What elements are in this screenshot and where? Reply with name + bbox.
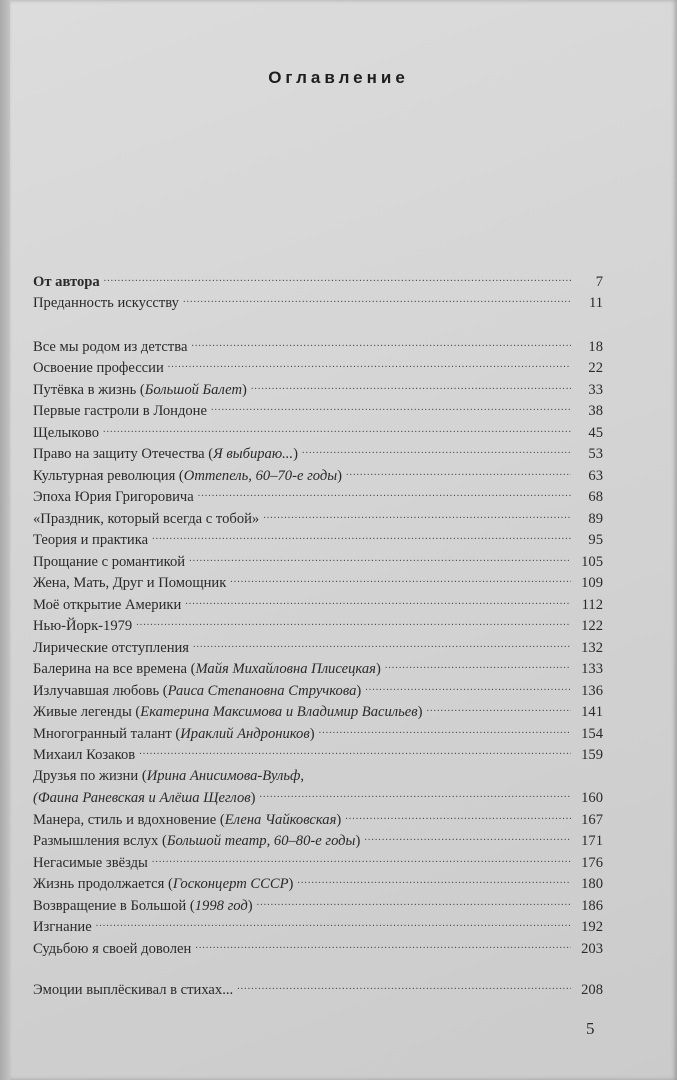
- toc-entry-label: Размышления вслух (: [33, 833, 167, 849]
- toc-entry-wrapped-line1: [33, 763, 603, 785]
- leader-dots: [211, 400, 571, 416]
- toc-entry: [33, 656, 603, 678]
- toc-entry-tail: ): [356, 682, 362, 699]
- leader-dots: [297, 873, 571, 889]
- toc-entry: [33, 355, 603, 377]
- toc-entry-page: 105: [581, 553, 603, 570]
- toc-entry-label: Негасимые звёзды: [33, 854, 148, 871]
- toc-group-poems: [33, 977, 603, 999]
- toc-entry-label: Прощание с романтикой: [33, 553, 186, 570]
- toc-entry-page: 132: [581, 639, 603, 656]
- toc-entry-emphasis: Госконцерт СССР: [172, 876, 289, 892]
- leader-dots: [230, 572, 571, 588]
- toc-entry-emphasis: Майя Михайловна Плисецкая: [195, 661, 376, 677]
- toc-entry: [33, 441, 603, 463]
- toc-entry: [33, 419, 603, 441]
- binding-edge: [0, 0, 10, 1080]
- toc-entry-label: Освоение профессии: [33, 360, 164, 376]
- toc-entry-label: «Праздник, который всегда с тобой»: [33, 510, 260, 527]
- leader-dots: [189, 551, 571, 567]
- leader-dots: [103, 422, 571, 438]
- toc-entry-page: 33: [588, 381, 603, 398]
- toc-entry-label: Изгнание: [33, 919, 92, 935]
- toc-entry-page: 38: [588, 403, 603, 419]
- toc-entry-page: 68: [588, 489, 603, 505]
- toc-entry-emphasis: Ирина Анисимова-Вульф,: [146, 767, 305, 784]
- toc-entry: [33, 935, 603, 957]
- toc-entry: [33, 290, 603, 312]
- leader-dots: [259, 787, 571, 803]
- leader-dots: [193, 637, 571, 653]
- toc-entry: [33, 398, 603, 420]
- toc-entry-wrapped-line2: [33, 785, 603, 807]
- leader-dots: [237, 979, 571, 995]
- toc-entry-label: Культурная революция (: [33, 467, 184, 484]
- toc-entry: [33, 634, 603, 656]
- leader-dots: [195, 938, 571, 954]
- toc-entry-page: 208: [581, 982, 603, 998]
- leader-dots: [168, 357, 571, 373]
- toc-entry-page: 171: [581, 833, 603, 849]
- toc-entry-emphasis: Большой Балет: [144, 381, 243, 398]
- toc-entry: [33, 462, 603, 484]
- toc-entry-label: От автора: [33, 273, 100, 290]
- leader-dots: [302, 443, 571, 459]
- leader-dots: [385, 658, 571, 674]
- toc-entry: [33, 677, 603, 699]
- toc-entry: [33, 914, 603, 936]
- leader-dots: [426, 701, 571, 717]
- toc-entry-label: Нью-Йорк-1979: [33, 618, 133, 634]
- leader-dots: [136, 615, 571, 631]
- toc-entry-tail: ): [250, 790, 256, 806]
- table-of-contents: [33, 268, 603, 998]
- toc-entry-tail: ): [293, 446, 298, 462]
- toc-entry-label: Судьбою я своей доволен: [33, 940, 192, 957]
- leader-dots: [152, 852, 571, 868]
- toc-entry-page: 176: [581, 854, 603, 871]
- toc-entry-label: Путёвка в жизнь (: [33, 381, 145, 398]
- toc-entry-label: Возвращение в Большой (: [33, 897, 195, 914]
- toc-entry-page: 141: [581, 704, 603, 720]
- toc-entry-label: Многогранный талант (: [33, 725, 181, 742]
- leader-dots: [104, 271, 571, 287]
- toc-entry-label: Все мы родом из детства: [33, 338, 188, 355]
- toc-entry-label: Михаил Козаков: [33, 747, 136, 763]
- toc-entry-label: Лирические отступления: [33, 639, 190, 656]
- page-title: Оглавление: [268, 68, 409, 87]
- toc-group-main: [33, 333, 603, 763]
- toc-entry-label: Эпоха Юрия Григоровича: [33, 489, 194, 505]
- leader-dots: [96, 916, 571, 932]
- toc-entry-page: 11: [588, 295, 603, 311]
- page-number: 5: [586, 1019, 595, 1038]
- toc-entry-emphasis: Я выбираю...: [213, 446, 294, 462]
- toc-entry: [33, 613, 603, 635]
- toc-entry-page: 18: [588, 338, 603, 355]
- leader-dots: [345, 809, 571, 825]
- toc-entry-tail: ): [355, 833, 361, 849]
- toc-entry-label: Друзья по жизни (: [33, 767, 147, 784]
- leader-dots: [139, 744, 571, 760]
- toc-entry-page: 159: [581, 747, 603, 763]
- toc-entry: [33, 548, 603, 570]
- toc-entry-page: 160: [581, 790, 603, 806]
- toc-entry: [33, 333, 603, 355]
- leader-dots: [198, 486, 571, 502]
- toc-entry-page: 109: [581, 575, 603, 591]
- toc-entry-label: Эмоции выплёскивал в стихах...: [33, 982, 234, 998]
- toc-entry-page: 192: [581, 919, 603, 935]
- toc-entry-page: 95: [588, 532, 603, 548]
- toc-entry: [33, 527, 603, 549]
- toc-entry-label: Преданность искусству: [33, 295, 179, 311]
- toc-entry: [33, 570, 603, 592]
- leader-dots: [364, 830, 571, 846]
- leader-dots: [191, 336, 571, 352]
- toc-entry-tail: ): [309, 725, 315, 742]
- toc-entry-page: 122: [581, 618, 603, 634]
- toc-entry-tail: ): [336, 811, 342, 828]
- leader-dots: [319, 723, 571, 739]
- toc-entry-page: 133: [581, 661, 603, 677]
- toc-entry-label: Балерина на все времена (: [33, 661, 196, 677]
- toc-entry-emphasis: (Фаина Раневская и Алёша Щеглов: [33, 790, 251, 806]
- toc-entry: [33, 977, 603, 999]
- toc-entry-wrapped: [33, 763, 603, 806]
- toc-entry-label: Манера, стиль и вдохновение (: [33, 811, 225, 828]
- toc-entry-page: 45: [588, 424, 603, 441]
- toc-entry-page: 186: [581, 897, 603, 914]
- toc-entry-label: Право на защиту Отечества (: [33, 446, 214, 462]
- toc-entry-label: Живые легенды (: [33, 704, 141, 720]
- toc-entry-page: 167: [581, 811, 603, 828]
- toc-entry: [33, 742, 603, 764]
- toc-entry-emphasis: Ираклий Андроников: [180, 725, 310, 742]
- toc-entry: [33, 376, 603, 398]
- toc-entry-label: Моё открытие Америки: [33, 596, 182, 613]
- toc-entry-tail: ): [288, 876, 294, 892]
- toc-entry: [33, 892, 603, 914]
- toc-entry: [33, 806, 603, 828]
- toc-entry-emphasis: Оттепель, 60–70-е годы: [183, 467, 338, 484]
- toc-entry-label: Щелыково: [33, 424, 100, 441]
- toc-entry-tail: ): [417, 704, 423, 720]
- toc-entry-page: 89: [588, 510, 603, 527]
- toc-entry-page: 180: [581, 876, 603, 892]
- toc-entry-tail: ): [247, 897, 253, 914]
- toc-group-late: [33, 806, 603, 957]
- toc-entry-tail: ): [337, 467, 343, 484]
- toc-entry-label: Теория и практика: [33, 532, 149, 548]
- toc-entry-page: 22: [588, 360, 603, 376]
- toc-entry: [33, 505, 603, 527]
- leader-dots: [185, 594, 571, 610]
- leader-dots: [263, 508, 571, 524]
- leader-dots: [183, 292, 571, 308]
- leader-dots: [346, 465, 571, 481]
- toc-entry-label: Излучавшая любовь (: [33, 682, 168, 699]
- toc-entry-emphasis: Елена Чайковская: [224, 811, 337, 828]
- toc-entry-emphasis: Екатерина Максимова и Владимир Васильев: [140, 704, 418, 720]
- toc-entry-page: 7: [595, 273, 603, 290]
- toc-entry-page: 136: [581, 682, 603, 699]
- toc-entry-label: Жена, Мать, Друг и Помощник: [33, 575, 227, 591]
- toc-entry-page: 53: [588, 446, 603, 462]
- leader-dots: [251, 379, 571, 395]
- toc-entry-emphasis: Большой театр, 60–80-е годы: [166, 833, 356, 849]
- toc-entry-label: Жизнь продолжается (: [33, 876, 173, 892]
- toc-entry: [33, 268, 603, 290]
- leader-dots: [152, 529, 571, 545]
- toc-entry-page: 154: [581, 725, 603, 742]
- toc-entry-label: Первые гастроли в Лондоне: [33, 403, 207, 419]
- toc-entry-emphasis: Раиса Степановна Стручкова: [167, 682, 357, 699]
- leader-dots: [257, 895, 571, 911]
- toc-entry-tail: ): [375, 661, 381, 677]
- toc-entry: [33, 849, 603, 871]
- toc-entry-page: 112: [581, 596, 603, 613]
- toc-entry: [33, 484, 603, 506]
- toc-entry-emphasis: 1998 год: [194, 897, 248, 914]
- toc-entry: [33, 828, 603, 850]
- toc-entry: [33, 871, 603, 893]
- toc-entry: [33, 591, 603, 613]
- toc-entry: [33, 720, 603, 742]
- toc-entry-tail: ): [242, 381, 247, 398]
- toc-entry-page: 203: [581, 940, 603, 957]
- leader-dots: [365, 680, 571, 696]
- toc-entry-page: 63: [588, 467, 603, 484]
- toc-entry: [33, 699, 603, 721]
- toc-group-intro: [33, 268, 603, 311]
